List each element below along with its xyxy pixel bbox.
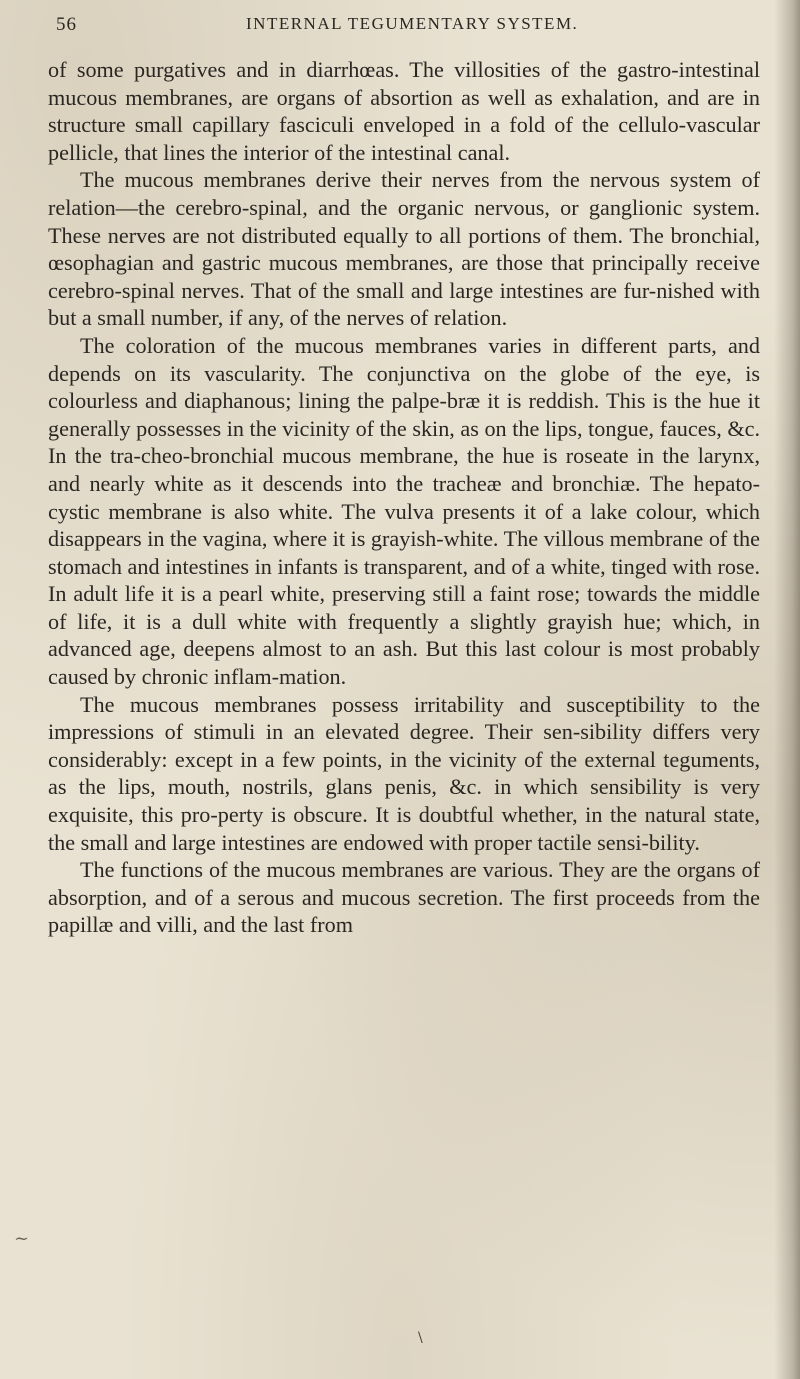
book-page	[48, 0, 760, 1379]
body-text	[48, 56, 760, 939]
paragraph-coloration: The coloration of the mucous membranes varies in different parts, and depends on its vascularity. The conjunctiva on the globe of the eye, is colourless and diaphanous; lining the palpe-bræ it is reddish. This is the hue it generally possesses in the vicinity of the skin, as on the lips, tongue, fauces, &c. In the tra-cheo-bronchial mucous membrane, the hue is roseate in the larynx, and nearly white as it descends into the tracheæ and bronchiæ. The hepato-cystic membrane is also white. The vulva presents it of a lake colour, which disappears in the vagina, where it is grayish-white. The villous membrane of the stomach and intestines in infants is transparent, and of a white, tinged with rose. In adult life it is a pearl white, preserving still a faint rose; towards the middle of life, it is a dull white with frequently a slightly grayish hue; which, in advanced age, deepens almost to an ash. But this last colour is most probably caused by chronic inflam-mation.	[48, 332, 760, 690]
bottom-mark: \	[418, 1330, 423, 1346]
paragraph-functions: The functions of the mucous membranes are various. They are the organs of absorption, and of a serous and mucous secretion. The first proceeds from the papillæ and villi, and the last from	[48, 857, 760, 938]
page-number: 56	[56, 14, 77, 35]
running-title: INTERNAL TEGUMENTARY SYSTEM.	[246, 14, 579, 33]
paragraph-villosities: of some purgatives and in diarrhœas. The villosities of the gastro-intestinal mucous membranes, are organs of absortion as well as exhalation, and are in structure small capillary fasciculi enveloped in a fold of the cellulo-vascular pellicle, that lines the interior of the intestinal canal.	[48, 57, 760, 165]
margin-mark: ~	[14, 1228, 30, 1249]
paragraph-irritability: The mucous membranes possess irritability and susceptibility to the impressions of stimuli in an elevated degree. Their sen-sibility differs very considerably: except in a few points, in the vicinity of the external teguments, as the lips, mouth, nostrils, glans penis, &c. in which sensibility is very exquisite, this pro-perty is obscure. It is doubtful whether, in the natural state, the small and large intestines are endowed with proper tactile sensi-bility.	[48, 691, 760, 855]
page-edge-shadow	[774, 0, 800, 1379]
paragraph-nerves: The mucous membranes derive their nerves from the nervous system of relation—the cerebro-spinal, and the organic nervous, or ganglionic system. These nerves are not distributed equally to all portions of them. The bronchial, œsophagian and gastric mucous membranes, are those that principally receive cerebro-spinal nerves. That of the small and large intestines are fur-nished with but a small number, if any, of the nerves of relation.	[48, 167, 760, 331]
running-head	[56, 14, 756, 44]
